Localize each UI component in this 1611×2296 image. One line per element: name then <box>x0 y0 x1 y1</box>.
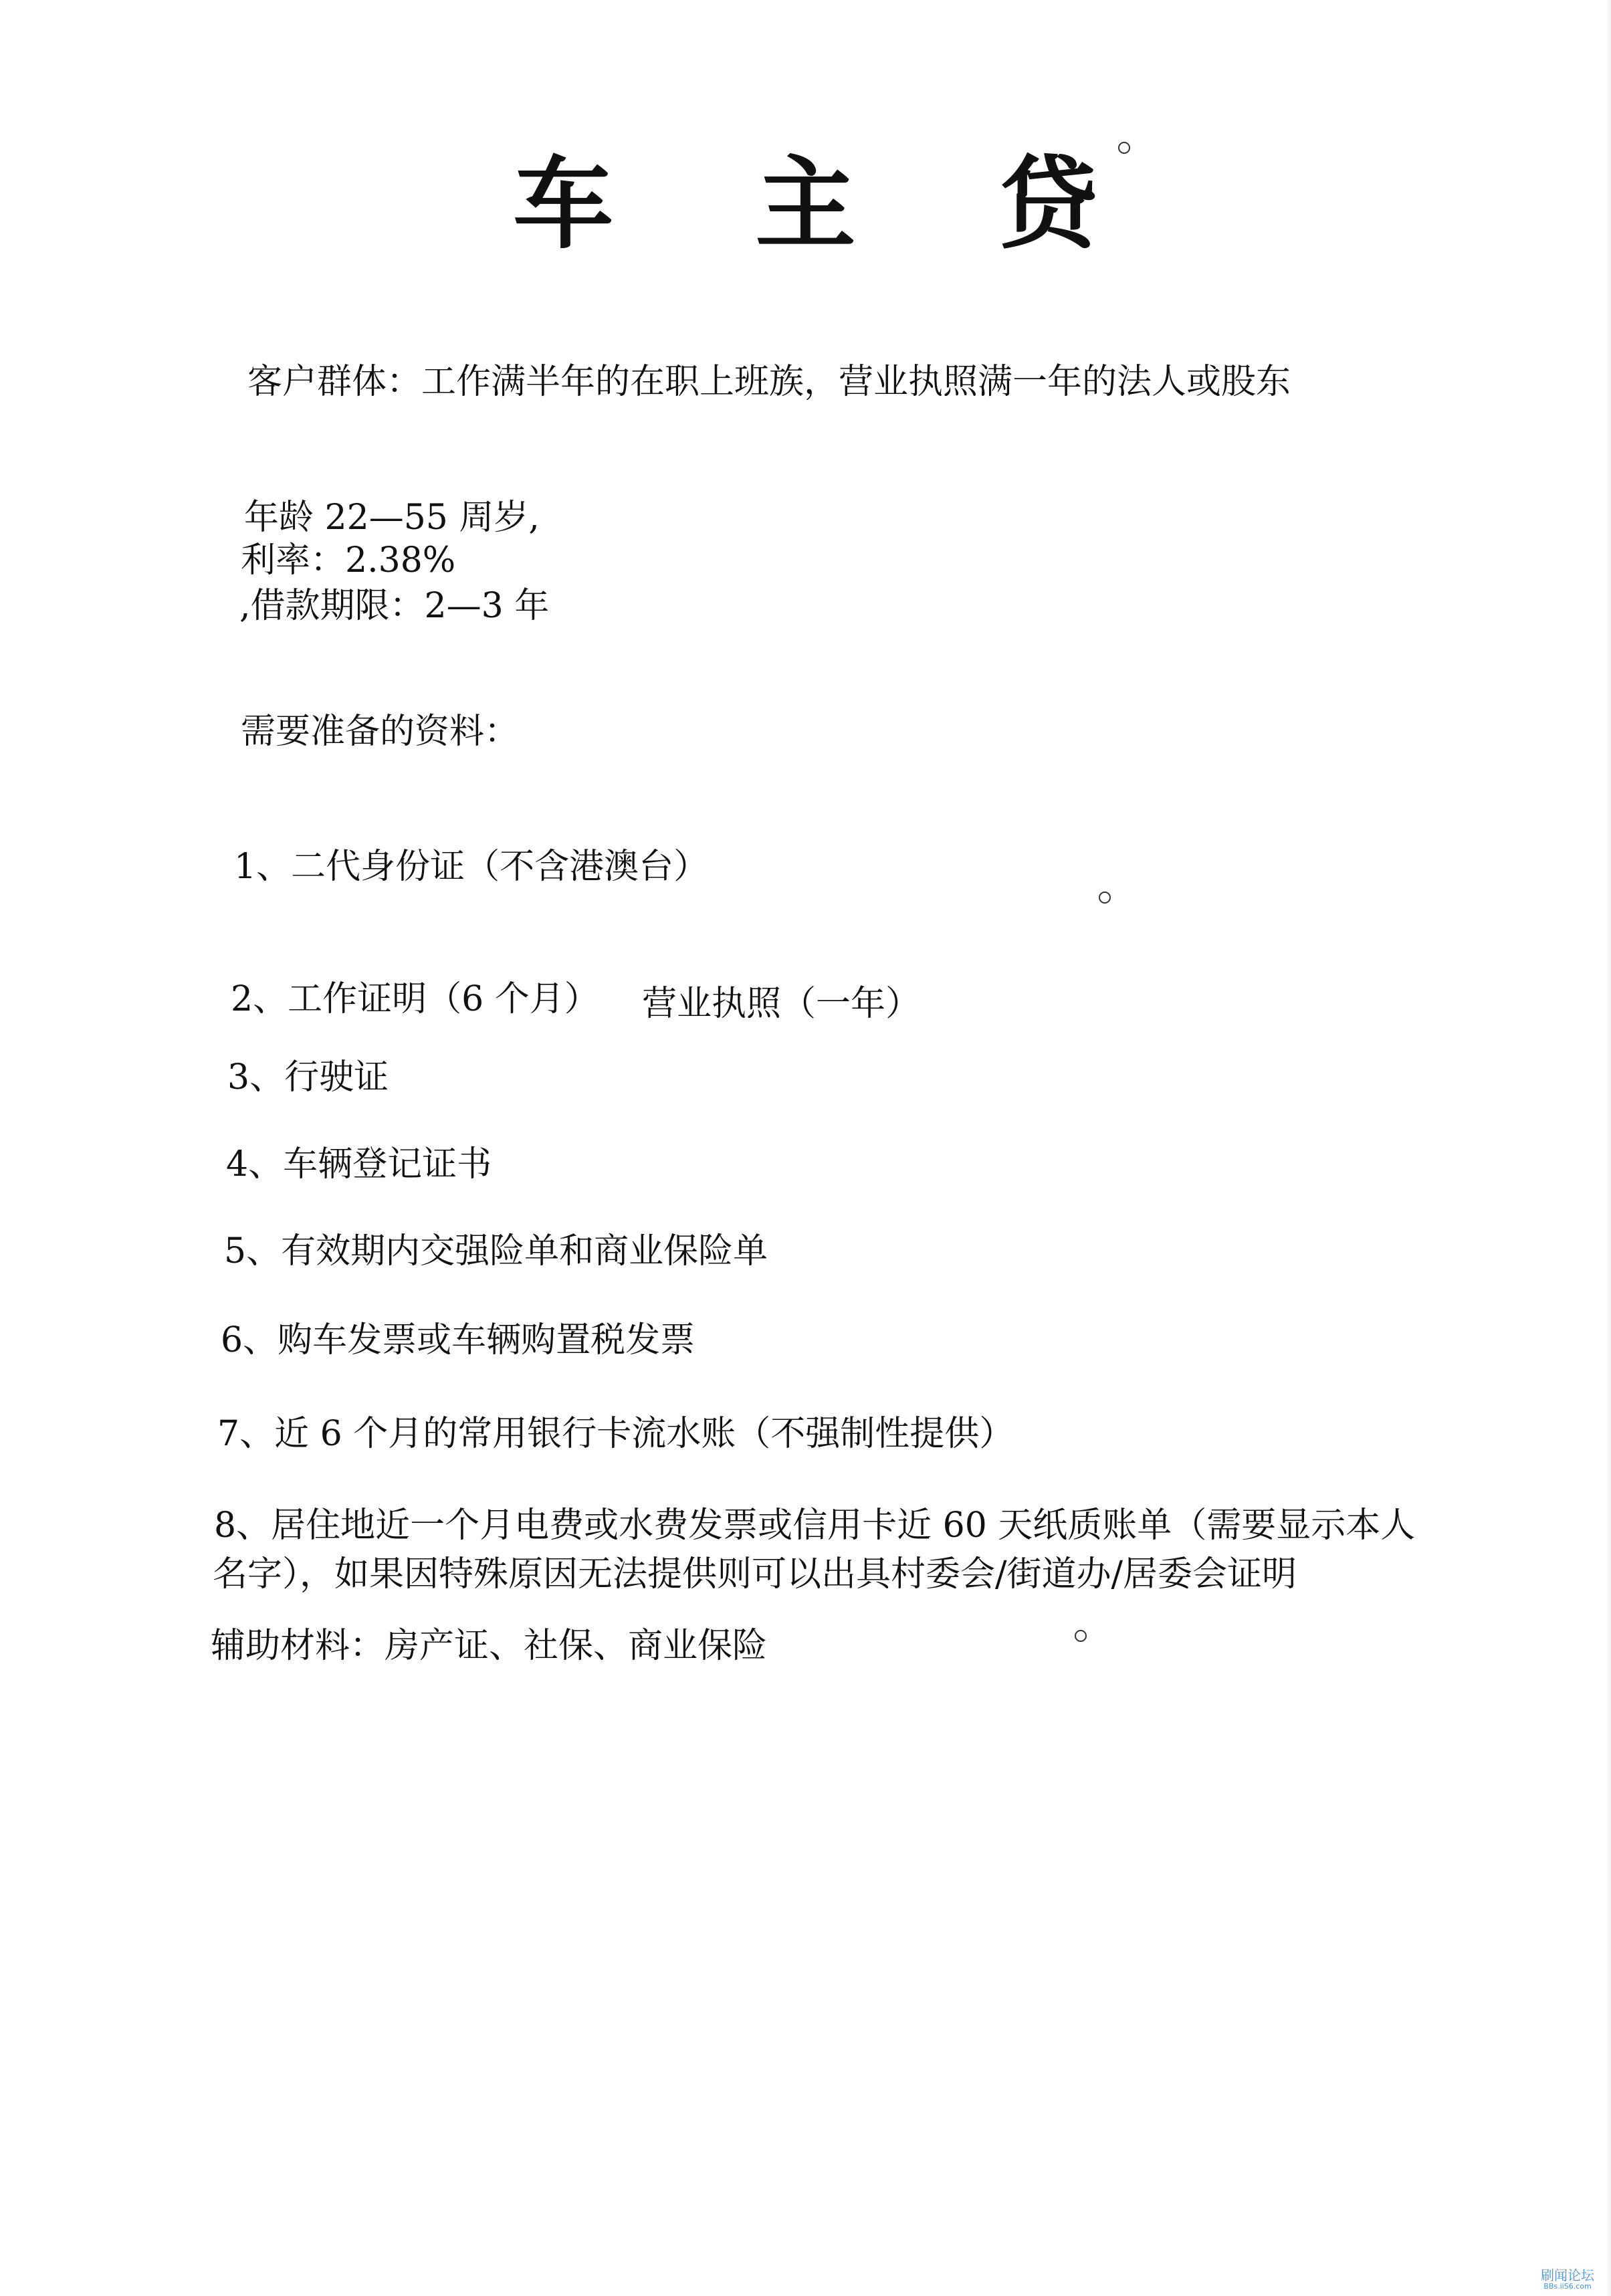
scan-dot-mark <box>1075 1630 1087 1642</box>
scan-dot-mark <box>1118 142 1130 154</box>
customer-group-line: 客户群体：工作满半年的在职上班族，营业执照满一年的法人或股东 <box>247 362 1291 402</box>
material-item-7: 7、近 6 个月的常用银行卡流水账（不强制性提供） <box>217 1414 1014 1454</box>
scan-dot-mark <box>1099 892 1111 904</box>
material-item-1: 1、二代身份证（不含港澳台） <box>234 847 709 887</box>
material-item-8-line-1: 8、居住地近一个月电费或水费发票或信用卡近 60 天纸质账单（需要显示本人 <box>214 1505 1416 1546</box>
auxiliary-materials-line: 辅助材料：房产证、社保、商业保险 <box>211 1626 768 1666</box>
document-title: 车 主 贷 <box>513 145 1152 263</box>
materials-heading: 需要准备的资料： <box>241 712 520 752</box>
watermark-url: BBs.iiS6.com <box>1543 2281 1592 2291</box>
watermark-title: 刷闻论坛 <box>1541 2267 1594 2283</box>
term-line: ,借款期限：2—3 年 <box>239 586 550 626</box>
age-line: 年龄 22—55 周岁, <box>244 498 540 538</box>
material-item-8-line-2: 名字），如果因特殊原因无法提供则可以出具村委会/街道办/居委会证明 <box>213 1554 1297 1594</box>
material-item-2: 2、工作证明（6 个月） <box>231 979 599 1019</box>
material-item-5: 5、有效期内交强险单和商业保险单 <box>224 1231 768 1271</box>
material-item-4: 4、车辆登记证书 <box>226 1144 492 1184</box>
material-item-2-extra: 营业执照（一年） <box>642 984 921 1024</box>
scan-edge-shadow <box>1606 0 1611 2296</box>
site-watermark <box>1537 2268 1598 2291</box>
rate-line: 利率：2.38% <box>241 540 456 581</box>
material-item-6: 6、购车发票或车辆购置税发票 <box>221 1320 695 1360</box>
material-item-3: 3、行驶证 <box>227 1057 389 1098</box>
